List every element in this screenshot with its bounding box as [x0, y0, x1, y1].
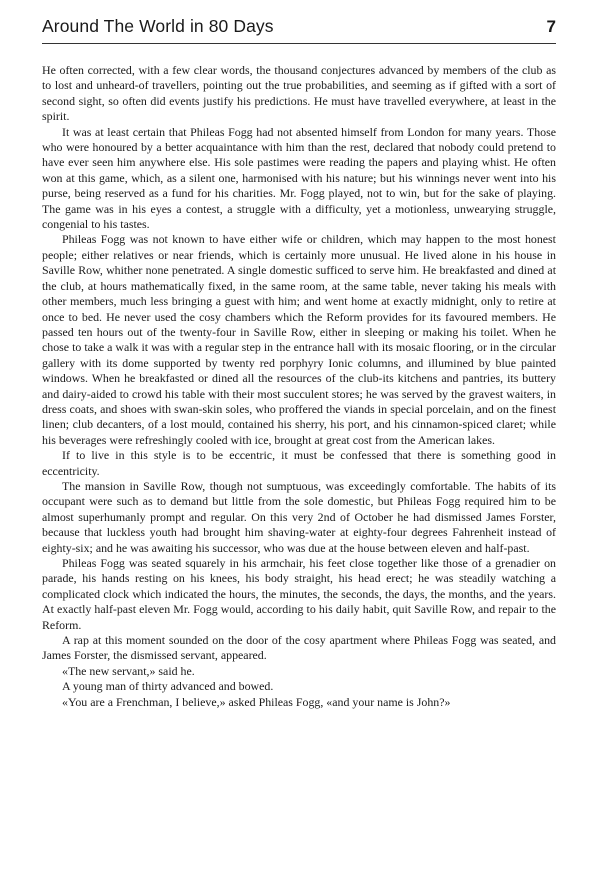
body-text	[42, 63, 556, 710]
paragraph: A young man of thirty advanced and bowed.	[62, 679, 274, 694]
paragraph: «The new servant,» said he.	[62, 663, 195, 678]
page-number: 7	[546, 17, 556, 36]
paragraph: Phileas Fogg was not known to have either wife or children, which may happen to the most honest people; either relatives or near friends, which is certainly more unusual. He lived alone in his house in Saville Row, whither none penetrated. A single domestic sufficed to serve him. He breakfasted and dined at the club, at hours mathematically fixed, in the same room, at the same table, never taking his meals with other members, much less bringing a guest with him; and went home at exactly midnight, only to retire at once to bed. He never used the cosy chambers which the Reform provides for its favoured members. He passed ten hours out of the twenty-four in Saville Row, either in sleeping or making his toilet. When he chose to take a walk it was with a regular step in the entrance hall with its mosaic flooring, or in the circular gallery with its dome supported by twenty red porphyry Ionic columns, and illumined by blue painted windows. When he breakfasted or dined all the resources of the club-its kitchens and pantries, its buttery and dairy-aided to crowd his table with their most succulent stores; he was served by the gravest waiters, in dress coats, and shoes with swan-skin soles, who proffered the viands in special porcelain, and on the finest linen; club decanters, of a lost mould, contained his sherry, his port, and his cinnamon-spiced claret; while his beverages were refreshingly cooled with ice, brought at great cost from the American lakes.	[42, 232, 556, 447]
paragraph: Phileas Fogg was seated squarely in his armchair, his feet close together like those of a grenadier on parade, his hands resting on his knees, his body straight, his head erect; he was steadily watching a complicated clock which indicated the hours, the minutes, the seconds, the days, the months, and the years. At exactly half-past eleven Mr. Fogg would, according to his daily habit, quit Saville Row, and repair to the Reform.	[42, 556, 556, 632]
book-title: Around The World in 80 Days	[42, 16, 274, 36]
paragraph: «You are a Frenchman, I believe,» asked Phileas Fogg, «and your name is John?»	[62, 694, 451, 709]
paragraph: It was at least certain that Phileas Fogg had not absented himself from London for many years. Those who were honoured by a better acquaintance with him than the rest, declared that nobody could pretend to have ever seen him anywhere else. His sole pastimes were reading the papers and playing whist. He often won at this game, which, as a silent one, harmonised with his nature; but his winnings never went into his purse, being reserved as a fund for his charities. Mr. Fogg played, not to win, but for the sake of playing. The game was in his eyes a contest, a struggle with a difficulty, yet a motionless, unwearying struggle, congenial to his tastes.	[42, 124, 556, 232]
header-divider	[42, 43, 556, 44]
paragraph: He often corrected, with a few clear words, the thousand conjectures advanced by members of the club as to lost and unheard-of travellers, pointing out the true probabilities, and seeming as if gifted with a sort of second sight, so often did events justify his predictions. He must have travelled everywhere, at least in the spirit.	[42, 63, 556, 124]
paragraph: If to live in this style is to be eccentric, it must be confessed that there is something good in eccentricity.	[42, 448, 556, 478]
paragraph: The mansion in Saville Row, though not sumptuous, was exceedingly comfortable. The habits of its occupant were such as to demand but little from the sole domestic, but Phileas Fogg required him to be almost superhumanly prompt and regular. On this very 2nd of October he had dismissed James Forster, because that luckless youth had brought him shaving-water at eighty-four degrees Fahrenheit instead of eighty-six; and he was awaiting his successor, who was due at the house between eleven and half-past.	[42, 478, 556, 555]
paragraph: A rap at this moment sounded on the door of the cosy apartment where Phileas Fogg was seated, and James Forster, the dismissed servant, appeared.	[42, 633, 556, 663]
running-header	[42, 16, 556, 37]
